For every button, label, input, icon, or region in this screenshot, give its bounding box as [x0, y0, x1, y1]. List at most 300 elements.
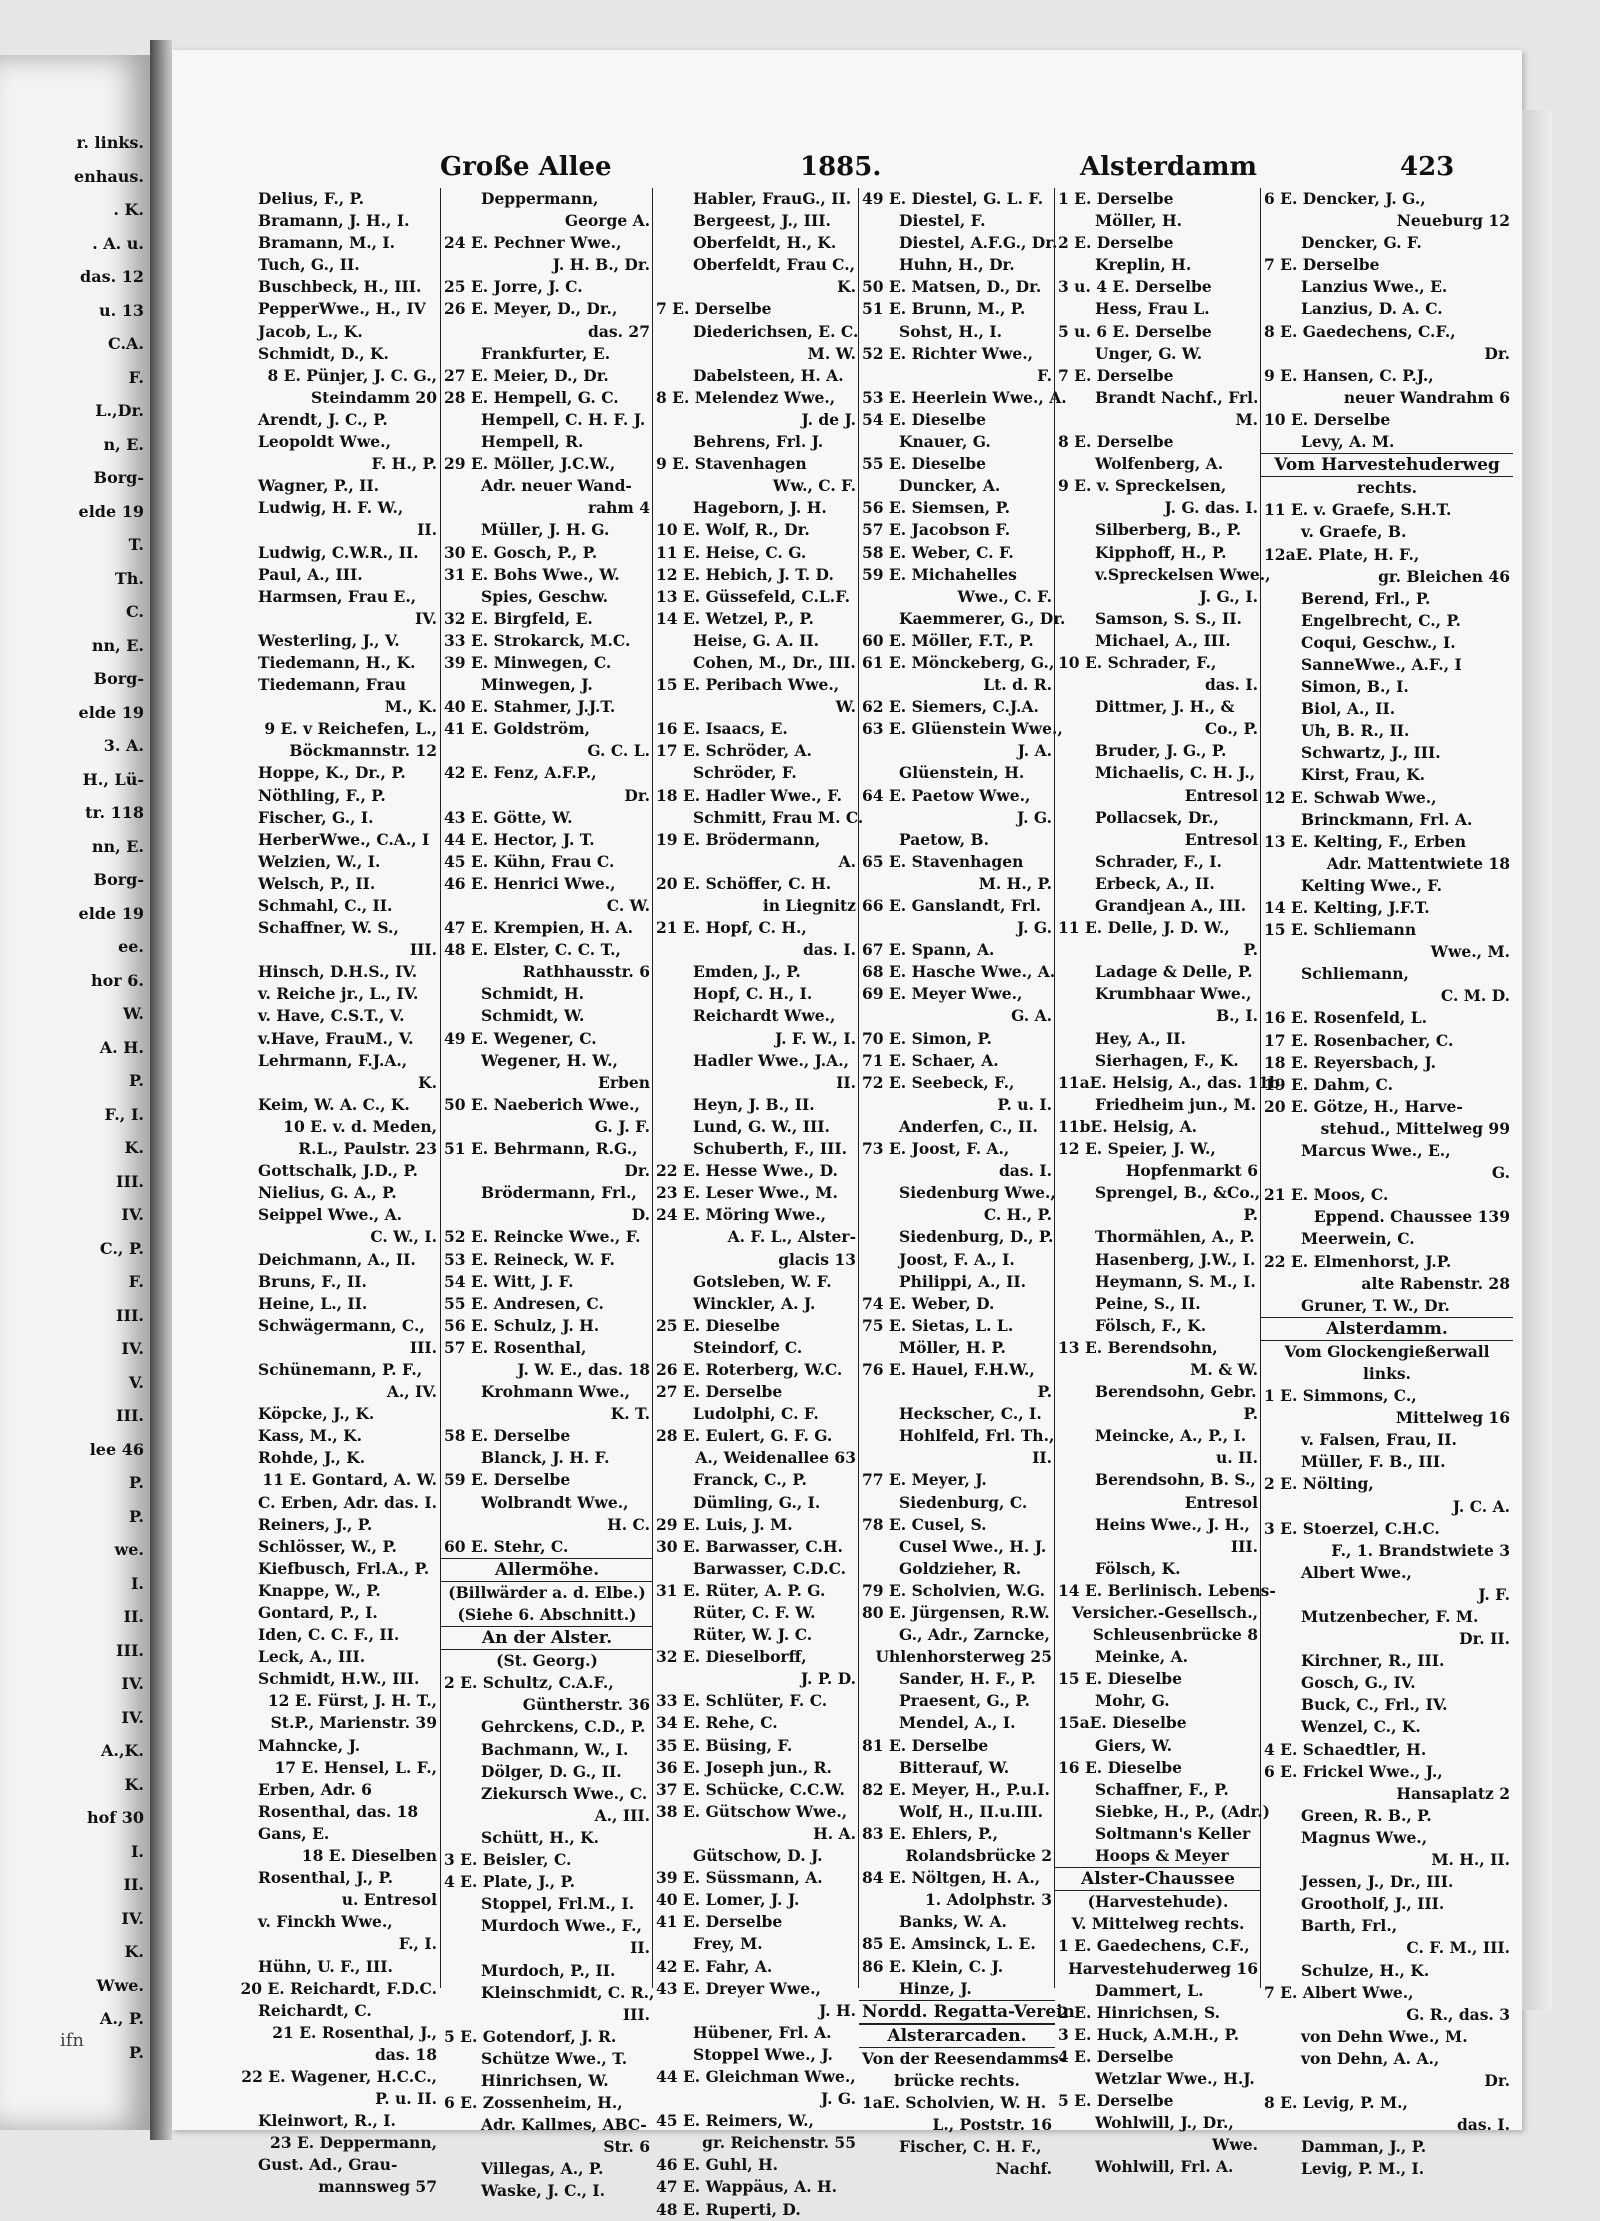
directory-entry: J. G.: [1016, 807, 1052, 827]
directory-entry: Joost, F. A., I.: [899, 1249, 1015, 1269]
left-page-text-fragment: Wwe.: [96, 1975, 144, 1995]
directory-entry: Goldzieher, R.: [899, 1558, 1022, 1578]
left-page-text-fragment: I.: [130, 1573, 144, 1593]
directory-entry: Schlösser, W., P.: [258, 1536, 397, 1556]
directory-entry: P. u. I.: [997, 1094, 1052, 1114]
directory-entry: Berendsohn, B. S.,: [1095, 1470, 1256, 1490]
directory-entry: 2 E. Nölting,: [1264, 1474, 1374, 1494]
directory-entry: 23 E. Deppermann,: [270, 2133, 437, 2153]
directory-column-1: [218, 188, 440, 2197]
directory-entry: Marcus Wwe., E.,: [1301, 1141, 1451, 1161]
directory-entry: 30 E. Barwasser, C.H.: [656, 1536, 843, 1556]
directory-entry: Wohlwill, Frl. A.: [1095, 2157, 1234, 2177]
directory-entry: C. F. M., III.: [1406, 1938, 1510, 1958]
directory-entry: Dr.: [624, 785, 650, 805]
directory-entry: St.P., Marienstr. 39: [270, 1713, 437, 1733]
directory-entry: 31 E. Rüter, A. P. G.: [656, 1580, 826, 1600]
directory-entry: 14 E. Kelting, J.F.T.: [1264, 898, 1430, 917]
directory-entry: Erben: [598, 1072, 650, 1092]
directory-entry: Siedenburg, C.: [899, 1492, 1028, 1512]
directory-entry: Nöthling, F., P.: [258, 785, 386, 805]
directory-entry: 22 E. Elmenhorst, J.P.: [1264, 1251, 1452, 1271]
directory-entry: HerberWwe., C.A., I: [258, 829, 430, 849]
directory-entry: 59 E. Michahelles: [862, 564, 1017, 584]
directory-entry: 60 E. Möller, F.T., P.: [862, 630, 1034, 650]
directory-entry: Schmitt, Frau M. C.: [693, 807, 864, 827]
directory-entry: 6 E. Frickel Wwe., J.,: [1264, 1761, 1443, 1781]
directory-entry: Bramann, J. H., I.: [258, 211, 410, 231]
directory-entry: brücke rechts.: [894, 2070, 1020, 2090]
directory-entry: Dümling, G., I.: [693, 1492, 821, 1512]
directory-entry: Dittmer, J. H., &: [1095, 697, 1235, 717]
directory-entry: 25 E. Jorre, J. C.: [444, 277, 583, 297]
directory-entry: 4 E. Plate, J., P.: [444, 1872, 575, 1892]
directory-entry: G. R., das. 3: [1406, 2004, 1510, 2024]
directory-entry: Heins Wwe., J. H.,: [1095, 1514, 1250, 1534]
directory-entry: Lund, G. W., III.: [693, 1116, 830, 1136]
directory-entry: Gotsleben, W. F.: [693, 1271, 832, 1291]
directory-entry: Kipphoff, H., P.: [1095, 542, 1227, 562]
directory-entry: 13 E. Kelting, F., Erben: [1264, 831, 1466, 851]
directory-entry: Bergeest, J., III.: [693, 211, 831, 231]
directory-entry: Ludwig, H. F. W.,: [258, 498, 404, 518]
directory-entry: 78 E. Cusel, S.: [862, 1514, 987, 1534]
directory-entry: 16 E. Rosenfeld, L.: [1264, 1008, 1427, 1028]
directory-entry: Kirchner, R., III.: [1301, 1651, 1445, 1671]
directory-entry: Hopf, C. H., I.: [693, 984, 813, 1004]
directory-entry: Schliemann,: [1301, 964, 1409, 984]
directory-entry: Brandt Nachf., Frl.: [1095, 387, 1259, 407]
directory-entry: 18 E. Reyersbach, J.: [1264, 1052, 1436, 1072]
directory-entry: Leck, A., III.: [258, 1647, 366, 1667]
left-page-text-fragment: nn, E.: [91, 836, 144, 856]
directory-entry: Fischer, C. H. F.,: [899, 2137, 1042, 2157]
directory-entry: 29 E. Möller, J.C.W.,: [444, 454, 616, 474]
left-page-text-fragment: C., P.: [99, 1238, 144, 1258]
left-page-text-fragment: A. H.: [99, 1037, 144, 1057]
directory-entry: Hinze, J.: [899, 1978, 972, 1998]
directory-entry: Iden, C. C. F., II.: [258, 1625, 400, 1645]
directory-entry: 1 E. Derselbe: [1058, 189, 1174, 208]
directory-entry: M.: [1235, 409, 1258, 429]
directory-entry: 52 E. Richter Wwe.,: [862, 343, 1034, 363]
directory-entry: Biol, A., II.: [1301, 699, 1396, 719]
section-heading: Allermöhe.: [441, 1558, 653, 1582]
directory-entry: 63 E. Glüenstein Wwe.,: [862, 719, 1063, 739]
section-heading: Alsterarcaden.: [859, 2024, 1055, 2048]
directory-entry: 10 E. Schrader, F.,: [1058, 652, 1217, 672]
left-page-text-fragment: IV.: [121, 1205, 144, 1224]
directory-entry: J. H.: [819, 2000, 856, 2020]
directory-entry: 2 E. Schultz, C.A.F.,: [444, 1673, 614, 1693]
directory-entry: Lanzius, D. A. C.: [1301, 299, 1443, 319]
directory-entry: 31 E. Bohs Wwe., W.: [444, 564, 620, 584]
directory-entry: v. Finckh Wwe.,: [258, 1912, 393, 1932]
left-page-text-fragment: F.: [128, 367, 144, 387]
directory-entry: Siedenburg, D., P.: [899, 1227, 1054, 1247]
directory-entry: Lt. d. R.: [983, 675, 1052, 695]
directory-entry: 82 E. Meyer, H., P.u.I.: [862, 1779, 1050, 1799]
directory-entry: Hempell, C. H. F. J.: [481, 409, 646, 429]
directory-entry: v. Graefe, B.: [1301, 522, 1407, 542]
directory-entry: 11 E. Gontard, A. W.: [262, 1470, 437, 1490]
directory-entry: M., K.: [384, 697, 437, 717]
directory-entry: 66 E. Ganslandt, Frl.: [862, 896, 1042, 915]
directory-entry: 21 E. Moos, C.: [1264, 1185, 1389, 1205]
left-page-text-fragment: tr. 118: [85, 803, 144, 822]
directory-entry: 18 E. Hadler Wwe., F.: [656, 785, 843, 805]
directory-entry: 2 E. Derselbe: [1058, 233, 1174, 253]
left-page-text-fragment: P.: [129, 1473, 144, 1492]
directory-entry: gr. Bleichen 46: [1378, 566, 1510, 586]
directory-entry: 41 E. Derselbe: [656, 1912, 783, 1932]
directory-entry: Deppermann,: [481, 189, 599, 208]
directory-entry: 11bE. Helsig, A.: [1058, 1116, 1198, 1136]
directory-entry: B., I.: [1216, 1006, 1258, 1026]
directory-entry: J. F. W., I.: [775, 1028, 856, 1048]
directory-entry: Bruder, J. G., P.: [1095, 741, 1227, 761]
directory-entry: Levy, A. M.: [1301, 432, 1395, 452]
left-page-text-fragment: Th.: [114, 568, 144, 588]
directory-entry: das. 18: [375, 2044, 437, 2064]
directory-entry: Kleinschmidt, C. R.,: [481, 1982, 655, 2002]
directory-entry: Hühn, U. F., III.: [258, 1956, 393, 1976]
directory-entry: 40 E. Stahmer, J.J.T.: [444, 697, 616, 717]
directory-entry: F., I.: [398, 1934, 437, 1954]
directory-entry: 9 E. Hansen, C. P.J.,: [1264, 365, 1434, 385]
directory-entry: v. Have, C.S.T., V.: [258, 1006, 405, 1026]
directory-entry: 49 E. Wegener, C.: [444, 1028, 597, 1048]
directory-entry: Glüenstein, H.: [899, 763, 1025, 783]
directory-entry: Wetzlar Wwe., H.J.: [1095, 2068, 1255, 2088]
directory-entry: 56 E. Schulz, J. H.: [444, 1315, 600, 1335]
directory-entry: Diestel, F.: [899, 211, 986, 231]
directory-entry: Schwägermann, C.,: [258, 1315, 425, 1335]
directory-entry: A., IV.: [386, 1382, 437, 1402]
directory-entry: Tiedemann, H., K.: [258, 652, 416, 672]
section-heading: Alsterdamm.: [1261, 1317, 1513, 1341]
directory-entry: 48 E. Ruperti, D.: [656, 2199, 801, 2219]
directory-entry: Wegener, H. W.,: [481, 1050, 618, 1070]
left-page-text-fragment: 3. A.: [103, 736, 144, 755]
directory-entry: Friedheim jun., M.: [1095, 1094, 1257, 1114]
directory-entry: J. F.: [1478, 1584, 1510, 1604]
directory-entry: C. W.: [606, 896, 650, 915]
directory-entry: Cohen, M., Dr., III.: [693, 652, 856, 672]
directory-entry: Dr.: [624, 1161, 650, 1181]
left-page-text-fragment: . A. u.: [92, 233, 144, 253]
directory-entry: 27 E. Meier, D., Dr.: [444, 365, 609, 385]
directory-entry: 17 E. Hensel, L. F.,: [274, 1757, 437, 1777]
directory-entry: 70 E. Simon, P.: [862, 1028, 992, 1048]
directory-entry: Erbeck, A., II.: [1095, 873, 1215, 893]
directory-entry: Heckscher, C., I.: [899, 1404, 1042, 1424]
left-page-text-fragment: K.: [124, 1942, 144, 1961]
directory-entry: J. G.: [1016, 918, 1052, 938]
directory-entry: Hempell, R.: [481, 432, 584, 452]
directory-entry: Ludwig, C.W.R., II.: [258, 542, 419, 562]
directory-entry: 32 E. Birgfeld, E.: [444, 608, 593, 628]
directory-entry: Behrens, Frl. J.: [693, 432, 824, 452]
directory-entry: Welsch, P., II.: [258, 873, 376, 893]
directory-entry: Samson, S. S., II.: [1095, 608, 1242, 628]
directory-entry: SanneWwe., A.F., I: [1301, 654, 1462, 674]
directory-entry: M. & W.: [1190, 1359, 1258, 1379]
directory-entry: Steindorf, C.: [693, 1337, 803, 1357]
directory-entry: in Liegnitz: [762, 896, 856, 915]
directory-entry: 45 E. Reimers, W.,: [656, 2111, 814, 2131]
directory-entry: D.: [631, 1205, 650, 1225]
directory-entry: Lanzius Wwe., E.: [1301, 277, 1448, 297]
directory-entry: mannsweg 57: [318, 2177, 437, 2197]
directory-entry: Stoppel, Frl.M., I.: [481, 1894, 635, 1914]
header-right-street: Alsterdamm: [1080, 152, 1257, 182]
left-page-text-fragment: u. 13: [98, 300, 144, 320]
directory-entry: Rüter, C. F. W.: [693, 1603, 816, 1622]
left-page-text-fragment: II.: [123, 1875, 144, 1894]
directory-entry: Eppend. Chaussee 139: [1313, 1207, 1510, 1227]
directory-entry: 72 E. Seebeck, F.,: [862, 1072, 1015, 1092]
left-page-text-fragment: P.: [129, 2042, 144, 2062]
directory-entry: Schmidt, H.: [481, 984, 585, 1004]
directory-entry: Güntherstr. 36: [522, 1695, 650, 1715]
directory-entry: Paetow, B.: [899, 829, 990, 849]
left-page-text-fragment: IV.: [121, 1908, 144, 1928]
directory-entry: C. W., I.: [370, 1227, 437, 1247]
directory-entry: Dabelsteen, H. A.: [693, 365, 844, 385]
directory-entry: J. G. das. I.: [1164, 498, 1258, 518]
directory-entry: v. Falsen, Frau, II.: [1301, 1430, 1457, 1450]
directory-entry: 3 E. Beisler, C.: [444, 1850, 572, 1870]
directory-entry: II.: [630, 1938, 650, 1958]
directory-entry: Uhlenhorsterweg 25: [875, 1647, 1052, 1667]
directory-entry: Schleusenbrücke 8: [1092, 1625, 1258, 1645]
directory-entry: P. u. II.: [375, 2089, 437, 2109]
directory-entry: Fölsch, K.: [1095, 1558, 1181, 1578]
directory-entry: Entresol: [1184, 829, 1258, 849]
directory-entry: 85 E. Amsinck, L. E.: [862, 1934, 1036, 1954]
directory-entry: Bramann, M., I.: [258, 233, 396, 253]
directory-entry: Ziekursch Wwe., C.: [481, 1783, 648, 1803]
directory-entry: Coqui, Geschw., I.: [1301, 632, 1456, 652]
directory-entry: Paul, A., III.: [258, 564, 363, 584]
directory-entry: 22 E. Hesse Wwe., D.: [656, 1161, 838, 1181]
directory-entry: von Dehn, A. A.,: [1301, 2048, 1440, 2068]
directory-entry: 10 E. v. d. Meden,: [283, 1116, 437, 1136]
directory-entry: K.: [418, 1072, 437, 1092]
book-gutter: [150, 40, 172, 2140]
directory-entry: 2 E. Hinrichsen, S.: [1058, 2002, 1221, 2022]
directory-entry: Ladage & Delle, P.: [1095, 962, 1253, 982]
directory-entry: A., Weidenallee 63: [695, 1448, 856, 1468]
directory-entry: 47 E. Krempien, H. A.: [444, 918, 633, 938]
directory-entry: 12 E. Hebich, J. T. D.: [656, 564, 834, 584]
directory-entry: Villegas, A., P.: [481, 2159, 604, 2179]
directory-entry: Engelbrecht, C., P.: [1301, 610, 1461, 630]
directory-entry: 55 E. Andresen, C.: [444, 1293, 604, 1313]
directory-entry: (Harvestehude).: [1087, 1892, 1229, 1912]
directory-entry: Cusel Wwe., H. J.: [899, 1536, 1047, 1556]
directory-entry: Rolandsbrücke 2: [905, 1846, 1052, 1866]
directory-entry: Kreplin, H.: [1095, 255, 1192, 275]
directory-entry: G. A.: [1011, 1006, 1052, 1026]
left-page-text-fragment: A.,K.: [100, 1741, 144, 1760]
directory-entry: Versicher.-Gesellsch.,: [1071, 1603, 1258, 1622]
directory-entry: 40 E. Lomer, J. J.: [656, 1890, 800, 1910]
directory-entry: Westerling, J., V.: [258, 630, 400, 650]
directory-entry: Philippi, A., II.: [899, 1271, 1027, 1291]
directory-entry: Magnus Wwe.,: [1301, 1827, 1428, 1847]
directory-column-2: [440, 188, 655, 2201]
directory-entry: Kass, M., K.: [258, 1426, 362, 1446]
directory-entry: Jessen, J., Dr., III.: [1301, 1872, 1454, 1892]
directory-entry: Delius, F., P.: [258, 189, 364, 208]
directory-entry: Meinke, A.: [1095, 1647, 1188, 1667]
directory-entry: Berendsohn, Gebr.: [1095, 1382, 1257, 1402]
directory-entry: 15 E. Schliemann: [1264, 920, 1417, 940]
directory-entry: Schmahl, C., II.: [258, 896, 393, 915]
directory-entry: 17 E. Schröder, A.: [656, 741, 812, 761]
directory-entry: Entresol: [1184, 785, 1258, 805]
directory-entry: IV.: [415, 608, 437, 628]
directory-entry: 12 E. Schwab Wwe.,: [1264, 787, 1437, 807]
directory-entry: 9 E. v. Spreckelsen,: [1058, 476, 1227, 496]
directory-entry: 26 E. Roterberg, W.C.: [656, 1359, 843, 1379]
directory-entry: L., Poststr. 16: [932, 2115, 1052, 2135]
directory-entry: Murdoch, P., II.: [481, 1960, 616, 1980]
directory-entry: 80 E. Jürgensen, R.W.: [862, 1603, 1050, 1622]
left-page-text-fragment: C.A.: [107, 334, 144, 353]
left-page-text-fragment: enhaus.: [73, 166, 144, 186]
directory-entry: 71 E. Schaer, A.: [862, 1050, 999, 1070]
directory-entry: Reiners, J., P.: [258, 1514, 373, 1534]
directory-entry: Duncker, A.: [899, 476, 1001, 496]
directory-entry: 5 u. 6 E. Derselbe: [1058, 321, 1212, 341]
directory-entry: Kaemmerer, G., Dr.: [899, 608, 1066, 628]
directory-entry: M. H., II.: [1431, 1850, 1510, 1870]
left-page-text-fragment: K.: [124, 1774, 144, 1794]
directory-entry: 11 E. Heise, C. G.: [656, 542, 807, 562]
directory-entry: 22 E. Wagener, H.C.C.,: [241, 2066, 437, 2086]
directory-entry: Hoops & Meyer: [1095, 1846, 1229, 1866]
directory-entry: Brinckmann, Frl. A.: [1301, 809, 1473, 829]
left-page-fragment: [0, 55, 150, 2130]
directory-entry: C. Erben, Adr. das. I.: [258, 1492, 438, 1512]
directory-entry: Peine, S., II.: [1095, 1293, 1201, 1313]
directory-entry: Vom Glockengießerwall: [1284, 1341, 1490, 1361]
directory-entry: Müller, J. H. G.: [481, 520, 610, 540]
directory-entry: III.: [1230, 1536, 1258, 1556]
directory-entry: Welzien, W., I.: [258, 851, 381, 871]
directory-entry: Von der Reesendamms-: [862, 2048, 1066, 2068]
directory-entry: P.: [1243, 1404, 1258, 1424]
directory-entry: 51 E. Behrmann, R.G.,: [444, 1139, 638, 1159]
directory-entry: Stoppel Wwe., J.: [693, 2044, 833, 2064]
directory-entry: Mutzenbecher, F. M.: [1301, 1607, 1479, 1626]
left-page-text-fragment: T.: [128, 535, 144, 554]
directory-entry: II.: [836, 1072, 856, 1092]
directory-entry: 14 E. Berlinisch. Lebens-: [1058, 1580, 1276, 1600]
left-page-text-fragment: lee 46: [89, 1439, 144, 1459]
left-page-text-fragment: das. 12: [80, 267, 144, 286]
directory-entry: W.: [835, 697, 856, 717]
left-page-text-fragment: IV.: [121, 1674, 144, 1693]
directory-entry: A. F. L., Alster-: [727, 1227, 856, 1247]
left-page-text-fragment: III.: [115, 1171, 144, 1191]
directory-entry: 18 E. Dieselben: [301, 1846, 437, 1866]
directory-entry: alte Rabenstr. 28: [1361, 1273, 1510, 1293]
directory-entry: Wenzel, C., K.: [1301, 1717, 1421, 1737]
directory-entry: Buschbeck, H., III.: [258, 277, 422, 297]
directory-entry: rechts.: [1356, 478, 1418, 498]
directory-entry: Minwegen, J.: [481, 675, 593, 695]
directory-entry: 38 E. Gütschow Wwe.,: [656, 1801, 848, 1821]
directory-entry: Franck, C., P.: [693, 1470, 807, 1490]
directory-entry: Dammert, L.: [1095, 1980, 1204, 2000]
directory-entry: 12 E. Speier, J. W.,: [1058, 1139, 1216, 1159]
directory-entry: 42 E. Fenz, A.F.P.,: [444, 763, 597, 783]
directory-entry: 30 E. Gosch, P., P.: [444, 542, 598, 562]
directory-entry: Oberfeldt, Frau C.,: [693, 255, 856, 275]
directory-entry: Böckmannstr. 12: [289, 741, 437, 761]
left-page-text-fragment: hof 30: [86, 1808, 144, 1827]
directory-entry: 23 E. Leser Wwe., M.: [656, 1183, 838, 1203]
directory-entry: 53 E. Heerlein Wwe., A.: [862, 387, 1067, 407]
directory-entry: Adr. Kallmes, ABC-: [481, 2115, 647, 2135]
directory-entry: G.: [1491, 1163, 1510, 1183]
directory-entry: Gust. Ad., Grau-: [258, 2155, 398, 2175]
directory-entry: 39 E. Süssmann, A.: [656, 1868, 823, 1888]
directory-entry: 59 E. Derselbe: [444, 1470, 571, 1490]
directory-entry: 57 E. Rosenthal,: [444, 1337, 587, 1357]
directory-entry: Dr. II.: [1459, 1629, 1510, 1649]
directory-entry: 3 E. Stoerzel, C.H.C.: [1264, 1518, 1440, 1538]
directory-entry: Schmidt, H.W., III.: [258, 1669, 420, 1689]
left-page-text-fragment: elde 19: [78, 702, 144, 722]
directory-entry: Gans, E.: [258, 1823, 330, 1843]
directory-entry: Bruns, F., II.: [258, 1271, 367, 1291]
section-heading: Vom Harvestehuderweg: [1261, 453, 1513, 477]
directory-entry: Rüter, W. J. C.: [693, 1625, 813, 1645]
directory-entry: 28 E. Eulert, G. F. G.: [656, 1426, 833, 1446]
directory-entry: 19 E. Dahm, C.: [1264, 1074, 1393, 1094]
directory-entry: Heine, L., II.: [258, 1293, 368, 1313]
directory-entry: 29 E. Luis, J. M.: [656, 1514, 793, 1534]
directory-entry: Lehrmann, F.J.A.,: [258, 1050, 408, 1070]
directory-entry: Hoppe, K., Dr., P.: [258, 763, 406, 783]
directory-entry: rahm 4: [587, 498, 650, 518]
bottom-mark: ifn: [60, 2030, 85, 2051]
directory-entry: 1 E. Simmons, C.,: [1264, 1386, 1417, 1406]
directory-entry: u. II.: [1216, 1448, 1258, 1468]
directory-entry: 56 E. Siemsen, P.: [862, 498, 1011, 518]
directory-entry: 19 E. Brödermann,: [656, 829, 821, 849]
directory-entry: Heise, G. A. II.: [693, 630, 819, 650]
directory-entry: 36 E. Joseph jun., R.: [656, 1757, 832, 1777]
directory-entry: 28 E. Hempell, G. C.: [444, 387, 619, 407]
directory-entry: 50 E. Matsen, D., Dr.: [862, 277, 1042, 297]
directory-entry: neuer Wandrahm 6: [1343, 387, 1510, 407]
directory-entry: 69 E. Meyer Wwe.,: [862, 984, 1023, 1004]
directory-entry: Adr. Mattentwiete 18: [1326, 853, 1510, 873]
directory-entry: Oberfeldt, H., K.: [693, 233, 837, 253]
section-heading: Nordd. Regatta-Verein: [859, 2000, 1055, 2024]
left-page-text-fragment: hor 6.: [90, 970, 144, 990]
directory-entry: 20 E. Reichardt, F.D.C.: [240, 1978, 437, 1998]
directory-entry: Erben, Adr. 6: [258, 1779, 372, 1799]
directory-entry: 11 E. v. Graefe, S.H.T.: [1264, 500, 1452, 520]
directory-entry: Siedenburg Wwe.,: [899, 1183, 1056, 1203]
